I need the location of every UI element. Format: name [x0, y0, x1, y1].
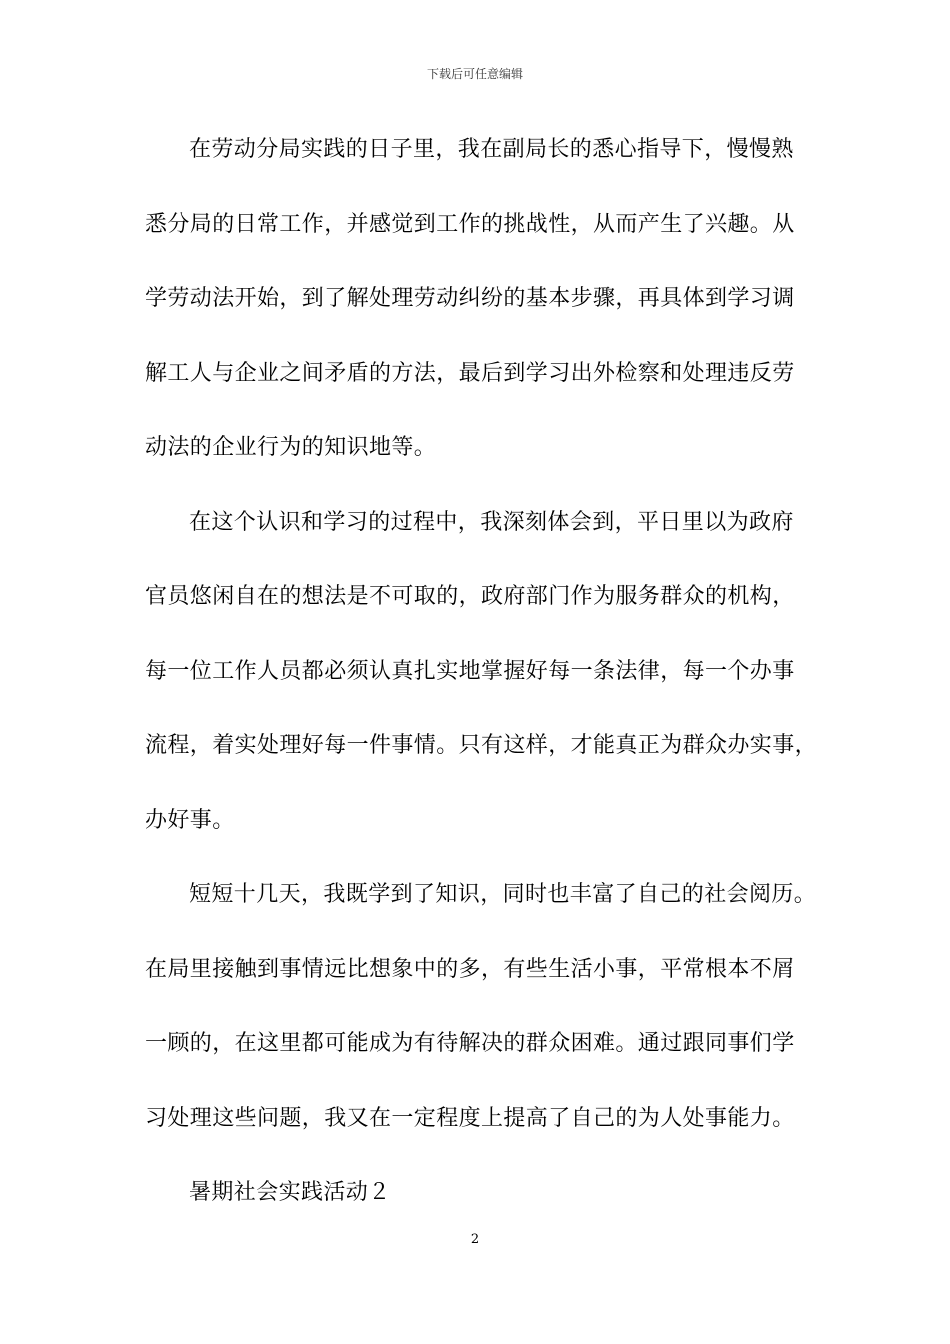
paragraph-line: 在这个认识和学习的过程中，我深刻体会到，平日里以为政府	[189, 509, 794, 535]
paragraph-line: 在局里接触到事情远比想象中的多，有些生活小事，平常根本不屑	[145, 956, 795, 982]
paragraph-line: 动法的企业行为的知识地等。	[145, 435, 437, 460]
paragraph-line: 办好事。	[145, 807, 235, 833]
paragraph-1	[145, 128, 820, 501]
page-header: 下载后可任意编辑	[426, 67, 523, 81]
page-number: 2	[470, 1232, 480, 1247]
paragraph-line: 官员悠闲自在的想法是不可取的，政府部门作为服务群众的机构，	[145, 584, 795, 609]
paragraph-line: 在劳动分局实践的日子里，我在副局长的悉心指导下，慢慢熟	[189, 137, 794, 162]
paragraph-line: 流程，着实处理好每一件事情。只有这样，才能真正为群众办实事，	[145, 733, 818, 758]
document-body	[145, 128, 820, 1246]
paragraph-line: 短短十几天，我既学到了知识，同时也丰富了自己的社会阅历。	[189, 882, 817, 907]
paragraph-line: 学劳动法开始，到了解处理劳动纠纷的基本步骤，再具体到学习调	[145, 286, 795, 311]
section-title: 暑期社会实践活动２	[189, 1180, 391, 1205]
paragraph-line: 每一位工作人员都必须认真扎实地掌握好每一条法律，每一个办事	[145, 658, 795, 684]
paragraph-2	[145, 501, 820, 874]
paragraph-3	[145, 873, 820, 1171]
paragraph-line: 一顾的，在这里都可能成为有待解决的群众困难。通过跟同事们学	[145, 1031, 795, 1056]
paragraph-line: 悉分局的日常工作，并感觉到工作的挑战性，从而产生了兴趣。从	[145, 211, 795, 237]
paragraph-line: 解工人与企业之间矛盾的方法，最后到学习出外检察和处理违反劳	[145, 360, 795, 386]
paragraph-line: 习处理这些问题，我又在一定程度上提高了自己的为人处事能力。	[145, 1105, 795, 1131]
